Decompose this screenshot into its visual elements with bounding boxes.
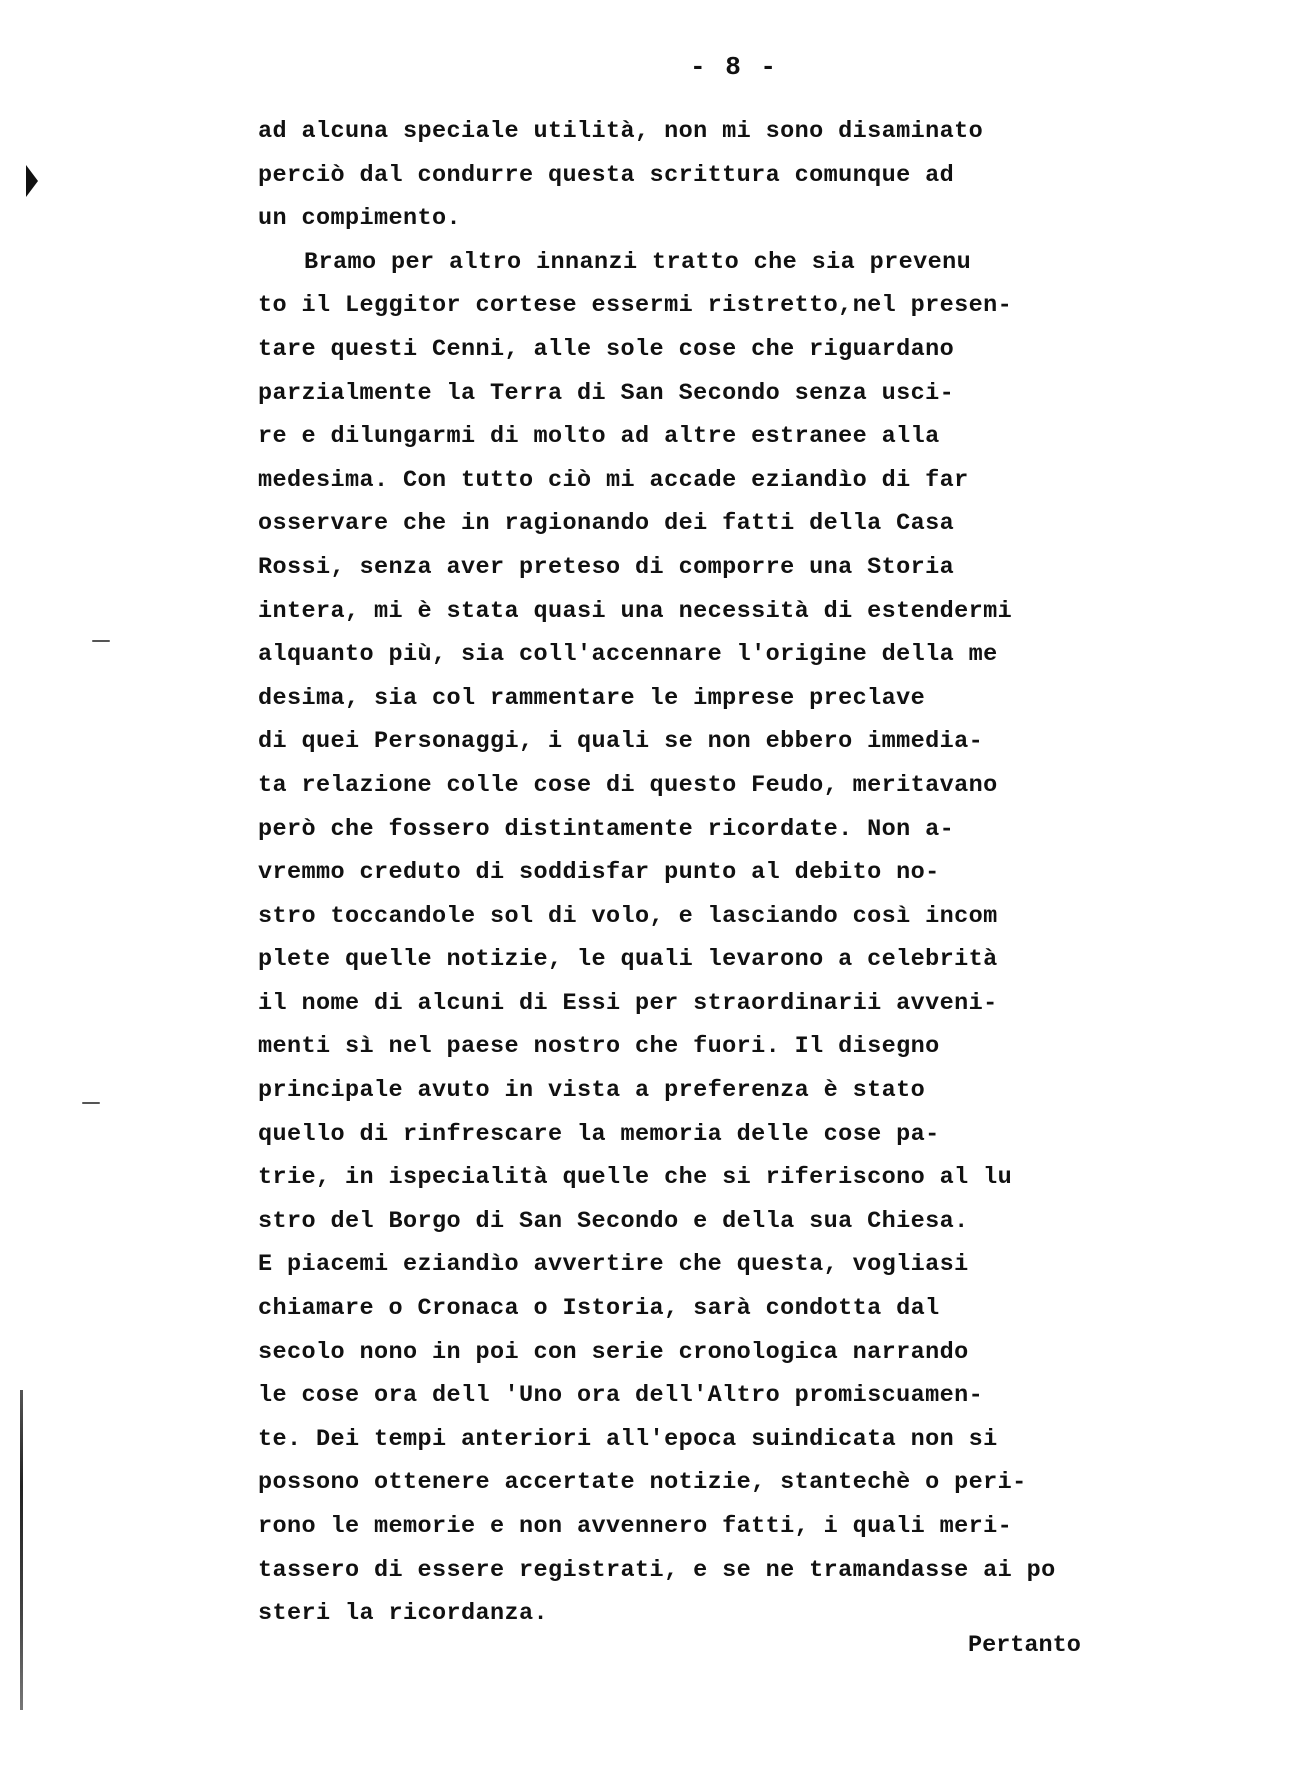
binding-shadow: [20, 1390, 23, 1710]
text-line: menti sì nel paese nostro che fuori. Il disegno: [258, 1033, 940, 1061]
text-line: vremmo creduto di soddisfar punto al debito no-: [258, 859, 940, 887]
text-line: tare questi Cenni, alle sole cose che riguardano: [258, 335, 955, 363]
text-line: trie, in ispecialità quelle che si riferiscono al lu: [258, 1164, 1013, 1192]
text-line: medesima. Con tutto ciò mi accade eziandìo di far: [258, 466, 969, 494]
catchword: Pertanto: [968, 1632, 1081, 1659]
text-line: parzialmente la Terra di San Secondo senza usci-: [258, 379, 955, 407]
text-line: possono ottenere accertate notizie, stantechè o peri-: [258, 1469, 1027, 1497]
text-line: to il Leggitor cortese essermi ristretto,nel presen-: [258, 292, 1013, 320]
text-line: steri la ricordanza.: [258, 1600, 549, 1628]
margin-dash-mark: [82, 1102, 100, 1104]
text-line: rono le memorie e non avvennero fatti, i quali meri-: [258, 1513, 1013, 1540]
text-line: desima, sia col rammentare le imprese preclave: [258, 684, 926, 712]
text-line: secolo nono in poi con serie cronologica narrando: [258, 1338, 969, 1366]
text-line: quello di rinfrescare la memoria delle cose pa-: [258, 1120, 940, 1148]
text-line: Bramo per altro innanzi tratto che sia prevenu: [304, 248, 972, 276]
text-line: alquanto più, sia coll'accennare l'origine della me: [258, 641, 998, 669]
text-line: Rossi, senza aver preteso di comporre una Storia: [258, 553, 955, 581]
text-line: un compimento.: [258, 205, 462, 233]
text-line: ta relazione colle cose di questo Feudo, meritavano: [258, 771, 998, 799]
text-line: ad alcuna speciale utilità, non mi sono disaminato: [258, 118, 984, 145]
text-line: re e dilungarmi di molto ad altre estranee alla: [258, 423, 940, 451]
margin-dash-mark: [92, 640, 110, 642]
text-line: di quei Personaggi, i quali se non ebbero immedia-: [258, 728, 984, 756]
text-line: te. Dei tempi anteriori all'epoca suindicata non si: [258, 1425, 998, 1453]
text-line: perciò dal condurre questa scrittura comunque ad: [258, 161, 955, 189]
body-text: [258, 110, 1118, 1636]
text-line: il nome di alcuni di Essi per straordinarii avveni-: [258, 989, 998, 1017]
text-line: principale avuto in vista a preferenza è stato: [258, 1077, 926, 1105]
text-line: chiamare o Cronaca o Istoria, sarà condotta dal: [258, 1295, 940, 1323]
text-line: stro toccandole sol di volo, e lasciando così incom: [258, 902, 998, 930]
text-line: le cose ora dell 'Uno ora dell'Altro promiscuamen-: [258, 1382, 984, 1410]
text-line: tassero di essere registrati, e se ne tramandasse ai po: [258, 1556, 1056, 1584]
text-line: intera, mi è stata quasi una necessità di estendermi: [258, 597, 1013, 625]
text-line: stro del Borgo di San Secondo e della sua Chiesa.: [258, 1207, 969, 1235]
page-number: - 8 -: [690, 52, 779, 82]
text-line: E piacemi eziandìo avvertire che questa, vogliasi: [258, 1251, 969, 1279]
margin-arrow-mark: [26, 165, 38, 197]
text-line: plete quelle notizie, le quali levarono a celebrità: [258, 946, 998, 974]
text-line: osservare che in ragionando dei fatti della Casa: [258, 510, 955, 538]
text-line: però che fossero distintamente ricordate. Non a-: [258, 815, 955, 843]
